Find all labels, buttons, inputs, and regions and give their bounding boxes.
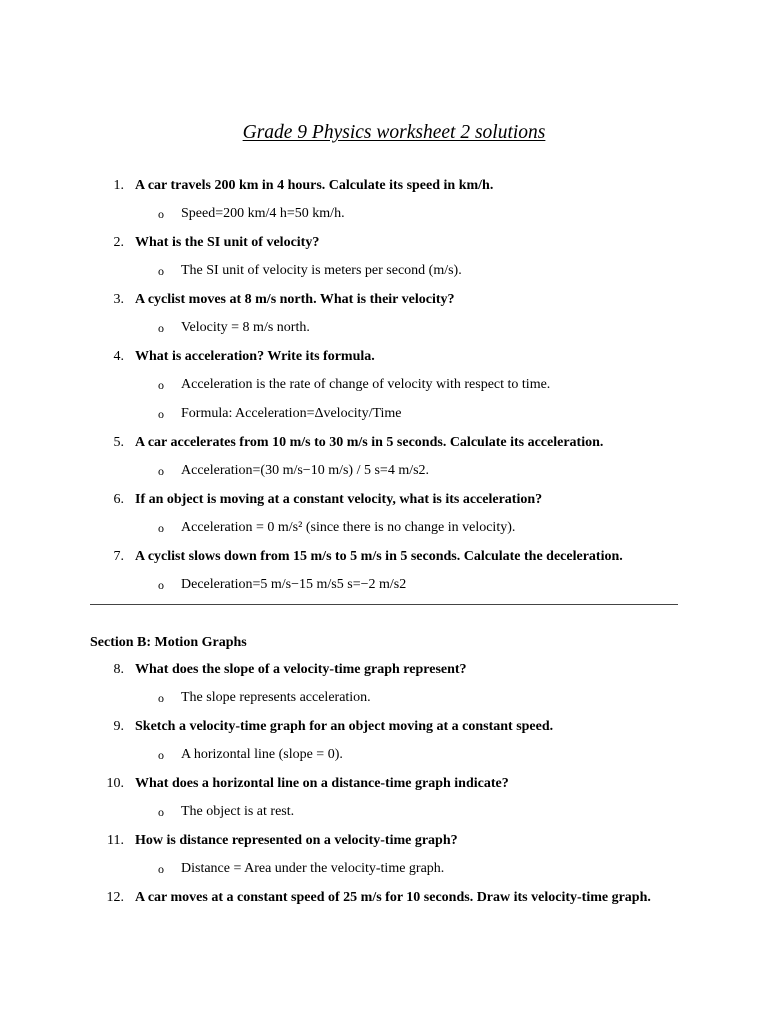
answer-text: The object is at rest. — [181, 804, 295, 819]
bullet-icon: o — [158, 521, 164, 535]
question-number: 11. — [107, 833, 124, 848]
question-item — [0, 775, 700, 793]
question-item — [0, 348, 700, 366]
answer-text: Formula: Acceleration=Δvelocity/Time — [181, 406, 402, 421]
answer-text: Acceleration = 0 m/s² (since there is no change in velocity). — [181, 520, 516, 535]
question-number: 7. — [113, 549, 124, 564]
answer-item — [0, 689, 700, 707]
question-text: What does the slope of a velocity-time graph represent? — [135, 662, 467, 677]
question-item — [0, 548, 700, 566]
answer-text: Speed=200 km/4 h=50 km/h. — [181, 206, 345, 221]
answer-item — [0, 205, 700, 223]
answer-text: Velocity = 8 m/s north. — [181, 320, 310, 335]
answer-text: A horizontal line (slope = 0). — [181, 747, 343, 762]
question-item — [0, 661, 700, 679]
answer-item — [0, 746, 700, 764]
question-text: A car moves at a constant speed of 25 m/s for 10 seconds. Draw its velocity-time graph. — [135, 890, 651, 905]
question-number: 1. — [113, 178, 124, 193]
question-item — [0, 491, 700, 509]
answer-item — [0, 262, 700, 280]
page-title: Grade 9 Physics worksheet 2 solutions — [242, 122, 546, 143]
question-number: 8. — [113, 662, 124, 677]
answer-text: Deceleration=5 m/s−15 m/s5 s=−2 m/s2 — [181, 577, 407, 592]
bullet-icon: o — [158, 464, 164, 478]
bullet-icon: o — [158, 378, 164, 392]
question-item — [0, 718, 700, 736]
question-text: A car travels 200 km in 4 hours. Calculate its speed in km/h. — [135, 178, 494, 193]
answer-item — [0, 803, 700, 821]
question-item — [0, 832, 700, 850]
bullet-icon: o — [158, 578, 164, 592]
question-text: What is the SI unit of velocity? — [135, 235, 320, 250]
question-text: What is acceleration? Write its formula. — [135, 349, 375, 364]
question-item — [0, 234, 700, 252]
answer-item — [0, 860, 700, 878]
answer-item — [0, 405, 700, 423]
question-number: 5. — [113, 435, 124, 450]
question-item — [0, 177, 700, 195]
answer-item — [0, 519, 700, 537]
question-number: 12. — [106, 890, 124, 905]
question-text: Sketch a velocity-time graph for an object moving at a constant speed. — [135, 719, 554, 734]
question-number: 4. — [113, 349, 124, 364]
question-item — [0, 889, 700, 907]
answer-item — [0, 576, 700, 594]
question-number: 10. — [106, 776, 124, 791]
bullet-icon: o — [158, 748, 164, 762]
question-number: 6. — [113, 492, 124, 507]
answer-text: The slope represents acceleration. — [181, 690, 371, 705]
bullet-icon: o — [158, 264, 164, 278]
answer-text: Acceleration=(30 m/s−10 m/s) / 5 s=4 m/s2. — [181, 463, 430, 478]
answer-item — [0, 319, 700, 337]
answer-text: The SI unit of velocity is meters per second (m/s). — [181, 263, 462, 278]
question-text: How is distance represented on a velocity-time graph? — [135, 833, 458, 848]
question-text: If an object is moving at a constant velocity, what is its acceleration? — [135, 492, 543, 507]
question-text: A car accelerates from 10 m/s to 30 m/s in 5 seconds. Calculate its acceleration. — [135, 435, 604, 450]
question-text: A cyclist moves at 8 m/s north. What is their velocity? — [135, 292, 455, 307]
bullet-icon: o — [158, 805, 164, 819]
answer-text: Distance = Area under the velocity-time graph. — [181, 861, 445, 876]
bullet-icon: o — [158, 321, 164, 335]
bullet-icon: o — [158, 207, 164, 221]
bullet-icon: o — [158, 407, 164, 421]
section-heading: Section B: Motion Graphs — [90, 635, 247, 650]
question-number: 2. — [113, 235, 124, 250]
question-text: A cyclist slows down from 15 m/s to 5 m/s in 5 seconds. Calculate the deceleration. — [135, 549, 623, 564]
question-item — [0, 291, 700, 309]
bullet-icon: o — [158, 691, 164, 705]
question-number: 3. — [113, 292, 124, 307]
question-text: What does a horizontal line on a distance-time graph indicate? — [135, 776, 509, 791]
section-divider — [90, 604, 678, 605]
answer-text: Acceleration is the rate of change of velocity with respect to time. — [181, 377, 551, 392]
answer-item — [0, 376, 700, 394]
question-number: 9. — [113, 719, 124, 734]
question-item — [0, 434, 700, 452]
answer-item — [0, 462, 700, 480]
bullet-icon: o — [158, 862, 164, 876]
